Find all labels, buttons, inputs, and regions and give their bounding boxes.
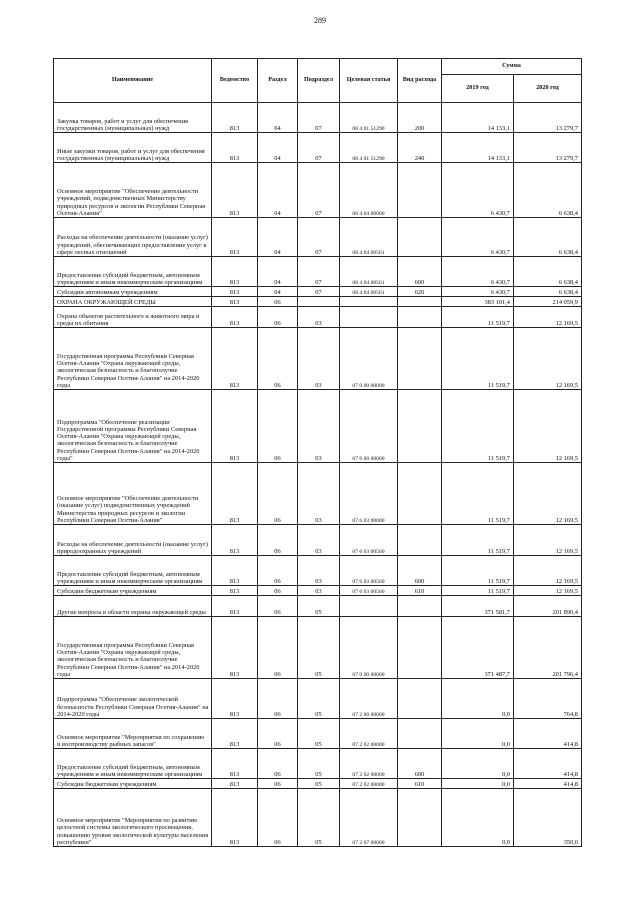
row-dept: 813 — [212, 257, 258, 287]
row-section: 04 — [258, 103, 298, 133]
row-sum-2020: 201 796,4 — [514, 617, 582, 679]
table-row — [54, 257, 582, 287]
row-sum-2020: 12 169,5 — [514, 463, 582, 525]
row-target — [340, 297, 398, 307]
row-name: Государственная программа Республики Северная Осетия-Алания "Охрана окружающей среды, экологическая безопасность и благополучие Республики Северная Осетия-Алания" на 2014-2020 годы — [54, 328, 212, 390]
header-year-2020: 2020 год — [514, 75, 582, 103]
row-name: Подпрограмма "Обеспечение экологической безопасности Республики Северная Осетия-Алания" на 2014-2020 годы — [54, 679, 212, 719]
table-row — [54, 307, 582, 328]
row-name: Основное мероприятие "Мероприятия по сохранению и воспроизводству рыбных запасов" — [54, 719, 212, 749]
row-expense-type — [398, 596, 442, 617]
row-expense-type: 200 — [398, 103, 442, 133]
row-dept: 813 — [212, 328, 258, 390]
row-expense-type — [398, 679, 442, 719]
row-expense-type: 610 — [398, 586, 442, 596]
table-row — [54, 586, 582, 596]
row-sum-2019: 11 519,7 — [442, 586, 514, 596]
header-year-2019: 2019 год — [442, 75, 514, 103]
row-sum-2020: 201 890,4 — [514, 596, 582, 617]
row-sum-2019: 6 430,7 — [442, 163, 514, 218]
row-expense-type: 600 — [398, 749, 442, 779]
row-sum-2020: 6 638,4 — [514, 218, 582, 257]
row-target: 08 4 04 00000 — [340, 163, 398, 218]
row-sum-2020: 12 169,5 — [514, 586, 582, 596]
row-sum-2020: 13 279,7 — [514, 133, 582, 163]
row-section: 04 — [258, 257, 298, 287]
row-expense-type — [398, 390, 442, 463]
row-section: 06 — [258, 525, 298, 556]
row-target: 08 4 04 00561 — [340, 287, 398, 297]
row-dept: 813 — [212, 719, 258, 749]
row-subsection: 05 — [298, 719, 340, 749]
row-sum-2020: 12 169,5 — [514, 525, 582, 556]
table-row — [54, 103, 582, 133]
row-dept: 813 — [212, 103, 258, 133]
row-section: 06 — [258, 617, 298, 679]
table-row — [54, 328, 582, 390]
table-body — [54, 103, 582, 847]
row-target: 07 2 07 00000 — [340, 789, 398, 847]
row-sum-2019: 11 519,7 — [442, 525, 514, 556]
row-section: 04 — [258, 163, 298, 218]
row-name: Подпрограмма "Обеспечение реализации Государственной программы Республики Северная Осетия-Алания "Охрана окружающей среды, экологическая безопасность и благополучие Республики Северная Осетия-Алания" на 2014-2020 годы" — [54, 390, 212, 463]
header-sum: Сумма — [442, 59, 582, 75]
row-section: 06 — [258, 586, 298, 596]
table-row — [54, 679, 582, 719]
row-subsection: 05 — [298, 789, 340, 847]
row-target — [340, 307, 398, 328]
row-dept: 813 — [212, 679, 258, 719]
row-subsection: 07 — [298, 163, 340, 218]
row-section: 06 — [258, 328, 298, 390]
row-subsection: 03 — [298, 463, 340, 525]
row-name: Основное мероприятие "Мероприятия по развитию целостной системы экологического просвещения, повышению уровня экологической культуры населения республики" — [54, 789, 212, 847]
row-section: 06 — [258, 556, 298, 586]
row-section: 06 — [258, 719, 298, 749]
row-expense-type: 620 — [398, 287, 442, 297]
table-row — [54, 719, 582, 749]
row-section: 06 — [258, 297, 298, 307]
row-sum-2020: 12 169,5 — [514, 307, 582, 328]
header-target: Целевая статья — [340, 59, 398, 103]
row-subsection: 03 — [298, 328, 340, 390]
table-row — [54, 163, 582, 218]
row-sum-2020: 414,8 — [514, 719, 582, 749]
row-subsection: 07 — [298, 103, 340, 133]
row-target: 07 2 02 00000 — [340, 779, 398, 789]
row-target: 07 2 02 00000 — [340, 719, 398, 749]
row-dept: 813 — [212, 390, 258, 463]
table-row — [54, 596, 582, 617]
row-section: 06 — [258, 779, 298, 789]
table-row — [54, 525, 582, 556]
row-sum-2019: 6 430,7 — [442, 287, 514, 297]
table-row — [54, 133, 582, 163]
row-sum-2020: 12 169,5 — [514, 556, 582, 586]
row-name: Другие вопросы в области охраны окружающей среды — [54, 596, 212, 617]
row-sum-2020: 414,8 — [514, 749, 582, 779]
row-sum-2019: 14 133,1 — [442, 133, 514, 163]
row-target: 07 6 03 00560 — [340, 525, 398, 556]
row-name: Расходы на обеспечение деятельности (оказание услуг) природоохранных учреждений — [54, 525, 212, 556]
row-sum-2020: 6 638,4 — [514, 287, 582, 297]
row-section: 04 — [258, 287, 298, 297]
row-section: 06 — [258, 679, 298, 719]
row-sum-2020: 414,8 — [514, 779, 582, 789]
table-row — [54, 287, 582, 297]
row-subsection: 03 — [298, 556, 340, 586]
page-number: 289 — [314, 16, 326, 25]
row-expense-type — [398, 617, 442, 679]
row-expense-type — [398, 163, 442, 218]
row-dept: 813 — [212, 307, 258, 328]
row-expense-type: 600 — [398, 556, 442, 586]
row-sum-2020: 764,8 — [514, 679, 582, 719]
row-sum-2019: 0,0 — [442, 779, 514, 789]
row-sum-2020: 6 638,4 — [514, 257, 582, 287]
row-expense-type: 610 — [398, 779, 442, 789]
row-expense-type — [398, 719, 442, 749]
row-sum-2019: 0,0 — [442, 749, 514, 779]
row-subsection: 05 — [298, 617, 340, 679]
row-dept: 813 — [212, 617, 258, 679]
row-name: Иные закупки товаров, работ и услуг для обеспечения государственных (муниципальных) нужд — [54, 133, 212, 163]
row-dept: 813 — [212, 133, 258, 163]
row-sum-2020: 350,0 — [514, 789, 582, 847]
row-name: Субсидии бюджетным учреждениям — [54, 779, 212, 789]
row-target: 07 2 02 00000 — [340, 749, 398, 779]
row-dept: 813 — [212, 596, 258, 617]
row-target: 08 4 01 51290 — [340, 103, 398, 133]
row-sum-2019: 371 487,7 — [442, 617, 514, 679]
row-dept: 813 — [212, 789, 258, 847]
row-target: 07 2 00 00000 — [340, 679, 398, 719]
row-sum-2019: 14 133,1 — [442, 103, 514, 133]
row-sum-2019: 383 101,4 — [442, 297, 514, 307]
row-name: Государственная программа Республики Северная Осетия-Алания "Охрана окружающей среды, экологическая безопасность и благополучие Республики Северная Осетия-Алания" на 2014-2020 годы — [54, 617, 212, 679]
row-expense-type — [398, 789, 442, 847]
row-section: 04 — [258, 133, 298, 163]
row-target: 08 4 04 00561 — [340, 218, 398, 257]
row-subsection: 07 — [298, 257, 340, 287]
row-subsection: 05 — [298, 596, 340, 617]
header-expense-type: Вид расхода — [398, 59, 442, 103]
row-name: ОХРАНА ОКРУЖАЮЩЕЙ СРЕДЫ — [54, 297, 212, 307]
header-subsection: Подраздел — [298, 59, 340, 103]
row-section: 06 — [258, 463, 298, 525]
row-subsection: 05 — [298, 679, 340, 719]
table-row — [54, 789, 582, 847]
row-sum-2020: 214 059,9 — [514, 297, 582, 307]
row-name: Субсидии бюджетным учреждениям — [54, 586, 212, 596]
row-sum-2020: 12 169,5 — [514, 390, 582, 463]
table-row — [54, 390, 582, 463]
row-subsection: 03 — [298, 586, 340, 596]
row-subsection: 07 — [298, 287, 340, 297]
row-name: Охрана объектов растительного и животного мира и среды их обитания — [54, 307, 212, 328]
table-row — [54, 617, 582, 679]
row-sum-2019: 371 581,7 — [442, 596, 514, 617]
row-expense-type — [398, 218, 442, 257]
row-expense-type: 240 — [398, 133, 442, 163]
row-subsection: 03 — [298, 525, 340, 556]
row-subsection: 07 — [298, 133, 340, 163]
row-sum-2019: 11 519,7 — [442, 556, 514, 586]
row-expense-type — [398, 463, 442, 525]
row-sum-2019: 6 430,7 — [442, 218, 514, 257]
header-section: Раздел — [258, 59, 298, 103]
row-section: 04 — [258, 218, 298, 257]
table-row — [54, 463, 582, 525]
row-section: 06 — [258, 307, 298, 328]
row-dept: 813 — [212, 749, 258, 779]
table-row — [54, 749, 582, 779]
row-expense-type — [398, 328, 442, 390]
row-target: 07 0 00 00000 — [340, 617, 398, 679]
row-dept: 813 — [212, 779, 258, 789]
row-sum-2019: 11 519,7 — [442, 328, 514, 390]
row-target: 08 4 01 51290 — [340, 133, 398, 163]
table-row — [54, 779, 582, 789]
table-row — [54, 297, 582, 307]
row-subsection: 05 — [298, 749, 340, 779]
header-dept: Ведомство — [212, 59, 258, 103]
row-sum-2020: 6 638,4 — [514, 163, 582, 218]
row-sum-2019: 0,0 — [442, 679, 514, 719]
row-dept: 813 — [212, 556, 258, 586]
row-dept: 813 — [212, 297, 258, 307]
row-target: 07 0 00 00000 — [340, 328, 398, 390]
row-dept: 813 — [212, 163, 258, 218]
row-dept: 813 — [212, 218, 258, 257]
row-name: Предоставление субсидий бюджетным, автономным учреждениям и иным некоммерческим организациям — [54, 556, 212, 586]
row-sum-2019: 11 519,7 — [442, 390, 514, 463]
row-target: 07 6 03 00000 — [340, 463, 398, 525]
row-dept: 813 — [212, 586, 258, 596]
row-dept: 813 — [212, 525, 258, 556]
row-expense-type — [398, 307, 442, 328]
row-name: Субсидии автономным учреждениям — [54, 287, 212, 297]
row-dept: 813 — [212, 287, 258, 297]
row-expense-type — [398, 297, 442, 307]
table-row — [54, 218, 582, 257]
row-target — [340, 596, 398, 617]
row-sum-2019: 6 430,7 — [442, 257, 514, 287]
row-sum-2019: 11 519,7 — [442, 463, 514, 525]
row-section: 06 — [258, 789, 298, 847]
row-target: 07 6 03 00560 — [340, 586, 398, 596]
row-expense-type: 600 — [398, 257, 442, 287]
row-name: Основное мероприятие "Обеспечение деятельности (оказание услуг) подведомственных учреждений Министерства природных ресурсов и экологии Республики Северная Осетия-Алания" — [54, 463, 212, 525]
row-dept: 813 — [212, 463, 258, 525]
row-section: 06 — [258, 749, 298, 779]
row-section: 06 — [258, 390, 298, 463]
row-section: 06 — [258, 596, 298, 617]
row-subsection — [298, 297, 340, 307]
row-target: 07 6 03 00560 — [340, 556, 398, 586]
row-sum-2019: 0,0 — [442, 789, 514, 847]
row-name: Расходы на обеспечение деятельности (оказание услуг) учреждений, обеспечивающих предоставление услуг в сфере лесных отношений — [54, 218, 212, 257]
row-target: 07 6 00 00000 — [340, 390, 398, 463]
row-subsection: 03 — [298, 307, 340, 328]
header-name: Наименование — [54, 59, 212, 103]
row-subsection: 05 — [298, 779, 340, 789]
row-subsection: 03 — [298, 390, 340, 463]
budget-table — [53, 58, 582, 847]
row-sum-2020: 13 279,7 — [514, 103, 582, 133]
row-sum-2019: 0,0 — [442, 719, 514, 749]
row-target: 08 4 04 00561 — [340, 257, 398, 287]
table-row — [54, 556, 582, 586]
row-sum-2019: 11 519,7 — [442, 307, 514, 328]
row-name: Предоставление субсидий бюджетным, автономным учреждениям и иным некоммерческим организациям — [54, 749, 212, 779]
row-sum-2020: 12 169,5 — [514, 328, 582, 390]
row-name: Предоставление субсидий бюджетным, автономным учреждениям и иным некоммерческим организациям — [54, 257, 212, 287]
row-expense-type — [398, 525, 442, 556]
row-subsection: 07 — [298, 218, 340, 257]
row-name: Закупка товаров, работ и услуг для обеспечения государственных (муниципальных) нужд — [54, 103, 212, 133]
row-name: Основное мероприятие "Обеспечение деятельности учреждений, подведомственных Министерству природных ресурсов и экологии Республики Северная Осетия-Алания" — [54, 163, 212, 218]
